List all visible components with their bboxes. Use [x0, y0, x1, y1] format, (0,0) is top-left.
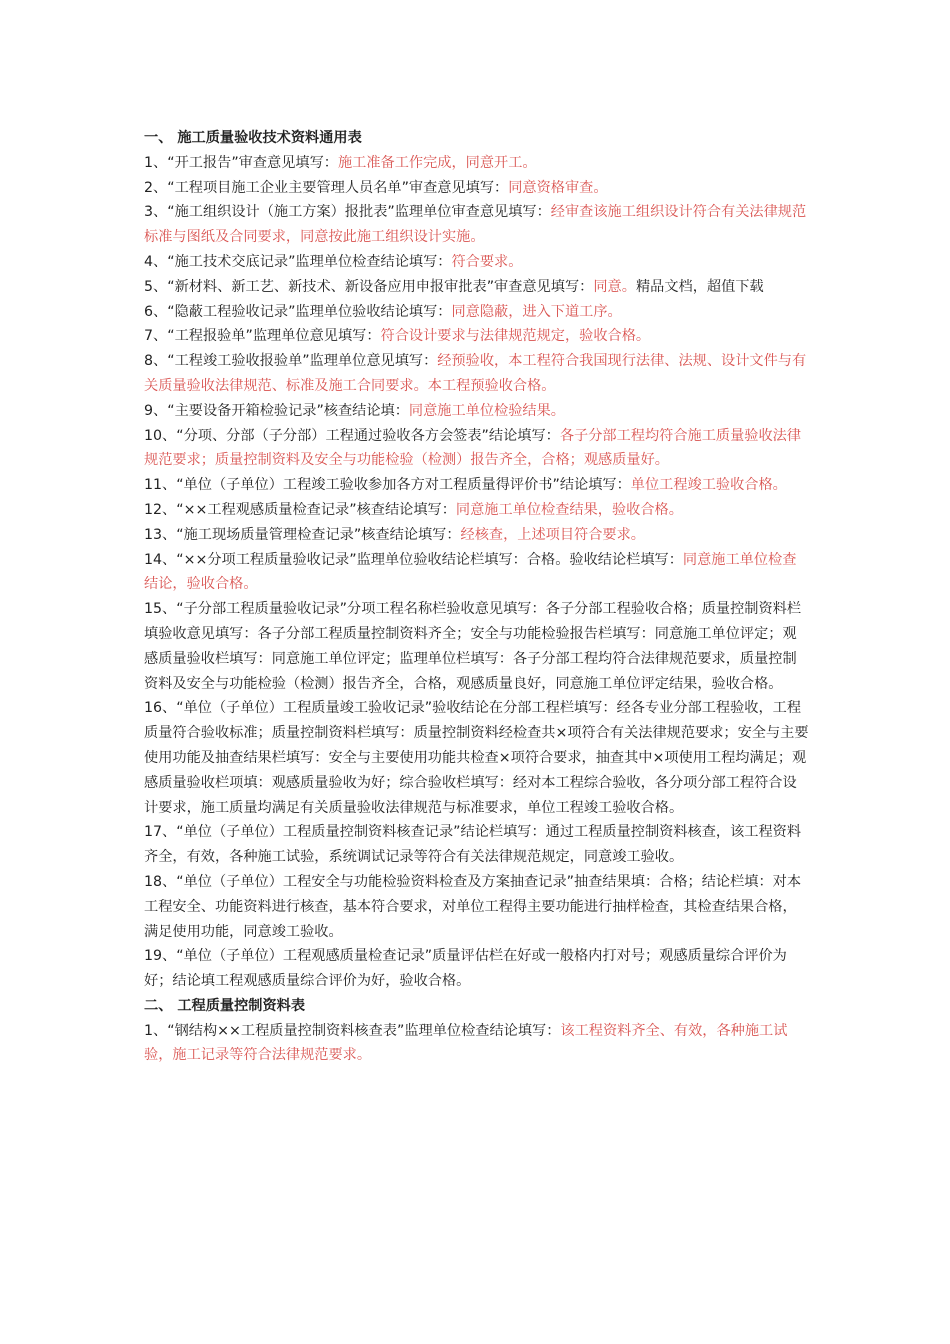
item-text: 10、“分项、分部（子分部）工程通过验收各方会签表”结论填写： [144, 427, 560, 444]
highlighted-answer: 同意施工单位检查结果，验收合格。 [455, 501, 683, 518]
highlighted-answer: 同意。 [593, 278, 636, 295]
item-text: 9、“主要设备开箱检验记录”核查结论填： [144, 402, 409, 419]
list-item [144, 820, 809, 870]
item-text: 16、“单位（子单位）工程质量竣工验收记录”验收结论在分部工程栏填写：经各专业分部工程验收，工程质量符合验收标准；质量控制资料栏填写：质量控制资料经检查共×项符合有关法律规范要求；安全与主要使用功能及抽查结果栏填写：安全与主要使用功能共检查×项符合要求，抽查其中×项使用工程均满足；观感质量验收栏项填：观感质量验收为好；综合验收栏填写：经对本工程综合验收，各分项分部工程符合设计要求，施工质量均满足有关质量验收法律规范与标准要求，单位工程竣工验收合格。 [144, 700, 809, 816]
item-text: 7、“工程报验单”监理单位意见填写： [144, 328, 381, 345]
list-item [144, 944, 809, 994]
item-text: 18、“单位（子单位）工程安全与功能检验资料检查及方案抽查记录”抽查结果填：合格；结论栏填：对本工程安全、功能资料进行核查，基本符合要求，对单位工程得主要功能进行抽样检查，其检查结果合格，满足使用功能，同意竣工验收。 [144, 873, 802, 940]
item-text: 5、“新材料、新工艺、新技术、新设备应用申报审批表”审查意见填写： [144, 278, 594, 295]
list-item [144, 200, 809, 250]
section-heading: 二、 工程质量控制资料表 [144, 997, 306, 1014]
item-text: 8、“工程竣工验收报验单”监理单位意见填写： [144, 353, 438, 370]
highlighted-answer: 同意施工单位检验结果。 [408, 402, 565, 419]
highlighted-answer: 符合要求。 [451, 253, 523, 270]
section-items [144, 151, 809, 994]
list-item [144, 250, 809, 275]
trailing-note: 精品文档，超值下载 [635, 278, 764, 295]
list-item [144, 176, 809, 201]
list-item [144, 399, 809, 424]
section-items [144, 1019, 809, 1069]
list-item [144, 324, 809, 349]
list-item [144, 548, 809, 598]
list-item [144, 275, 809, 300]
highlighted-answer: 单位工程竣工验收合格。 [630, 477, 787, 494]
highlighted-answer: 经预验收，本工程符合我国现行法律、法规、设计文件与有关质量验收法律规范、标准及施工合同要求。本工程预验收合格。 [144, 353, 807, 394]
highlighted-answer: 同意隐蔽，进入下道工序。 [451, 303, 622, 320]
section-heading: 一、 施工质量验收技术资料通用表 [144, 130, 362, 146]
list-item [144, 473, 809, 498]
item-text: 13、“施工现场质量管理检查记录”核查结论填写： [144, 526, 461, 543]
item-text: 12、“××工程观感质量检查记录”核查结论填写： [144, 501, 456, 518]
highlighted-answer: 同意施工单位检查结论，验收合格。 [144, 551, 797, 593]
highlighted-answer: 符合设计要求与法律规范规定，验收合格。 [380, 328, 651, 345]
list-item [144, 870, 809, 944]
list-item [144, 424, 809, 474]
highlighted-answer: 经审查该施工组织设计符合有关法律规范标准与图纸及合同要求，同意按此施工组织设计实施。 [144, 204, 807, 246]
highlighted-answer: 同意资格审查。 [508, 179, 608, 196]
list-item [144, 498, 809, 523]
item-text: 1、“钢结构××工程质量控制资料核查表”监理单位检查结论填写： [144, 1022, 561, 1039]
item-text: 2、“工程项目施工企业主要管理人员名单”审查意见填写： [144, 179, 509, 196]
highlighted-answer: 各子分部工程均符合施工质量验收法律规范要求；质量控制资料及安全与功能检验（检测）报告齐全，合格；观感质量好。 [144, 427, 802, 469]
document-body [144, 126, 809, 1068]
list-item [144, 696, 809, 820]
list-item [144, 597, 809, 696]
highlighted-answer: 施工准备工作完成，同意开工。 [337, 154, 537, 171]
list-item [144, 1019, 809, 1069]
item-text: 15、“子分部工程质量验收记录”分项工程名称栏验收意见填写：各子分部工程验收合格；质量控制资料栏填验收意见填写：各子分部工程质量控制资料齐全；安全与功能检验报告栏填写：同意施工单位评定；观感质量验收栏填写：同意施工单位评定；监理单位栏填写：各子分部工程均符合法律规范要求，质量控制资料及安全与功能检验（检测）报告齐全，合格，观感质量良好，同意施工单位评定结果，验收合格。 [144, 601, 802, 692]
list-item [144, 300, 809, 325]
item-text: 19、“单位（子单位）工程观感质量检查记录”质量评估栏在好或一般格内打对号；观感质量综合评价为好；结论填工程观感质量综合评价为好，验收合格。 [144, 948, 787, 990]
item-text: 4、“施工技术交底记录”监理单位检查结论填写： [144, 253, 452, 270]
item-text: 1、“开工报告”审查意见填写： [144, 154, 338, 171]
item-text: 6、“隐蔽工程验收记录”监理单位验收结论填写： [144, 303, 452, 320]
item-text: 17、“单位（子单位）工程质量控制资料核查记录”结论栏填写：通过工程质量控制资料核查，该工程资料齐全，有效，各种施工试验，系统调试记录等符合有关法律规范规定，同意竣工验收。 [144, 824, 802, 866]
item-text: 14、“××分项工程质量验收记录”监理单位验收结论栏填写：合格。验收结论栏填写： [144, 551, 683, 568]
highlighted-answer: 经核查，上述项目符合要求。 [460, 526, 645, 543]
highlighted-answer: 该工程资料齐全、有效，各种施工试验，施工记录等符合法律规范要求。 [144, 1022, 788, 1064]
item-text: 3、“施工组织设计（施工方案）报批表”监理单位审查意见填写： [144, 204, 551, 221]
item-text: 11、“单位（子单位）工程竣工验收参加各方对工程质量得评价书”结论填写： [144, 477, 631, 494]
list-item [144, 523, 809, 548]
list-item [144, 349, 809, 399]
list-item [144, 151, 809, 176]
